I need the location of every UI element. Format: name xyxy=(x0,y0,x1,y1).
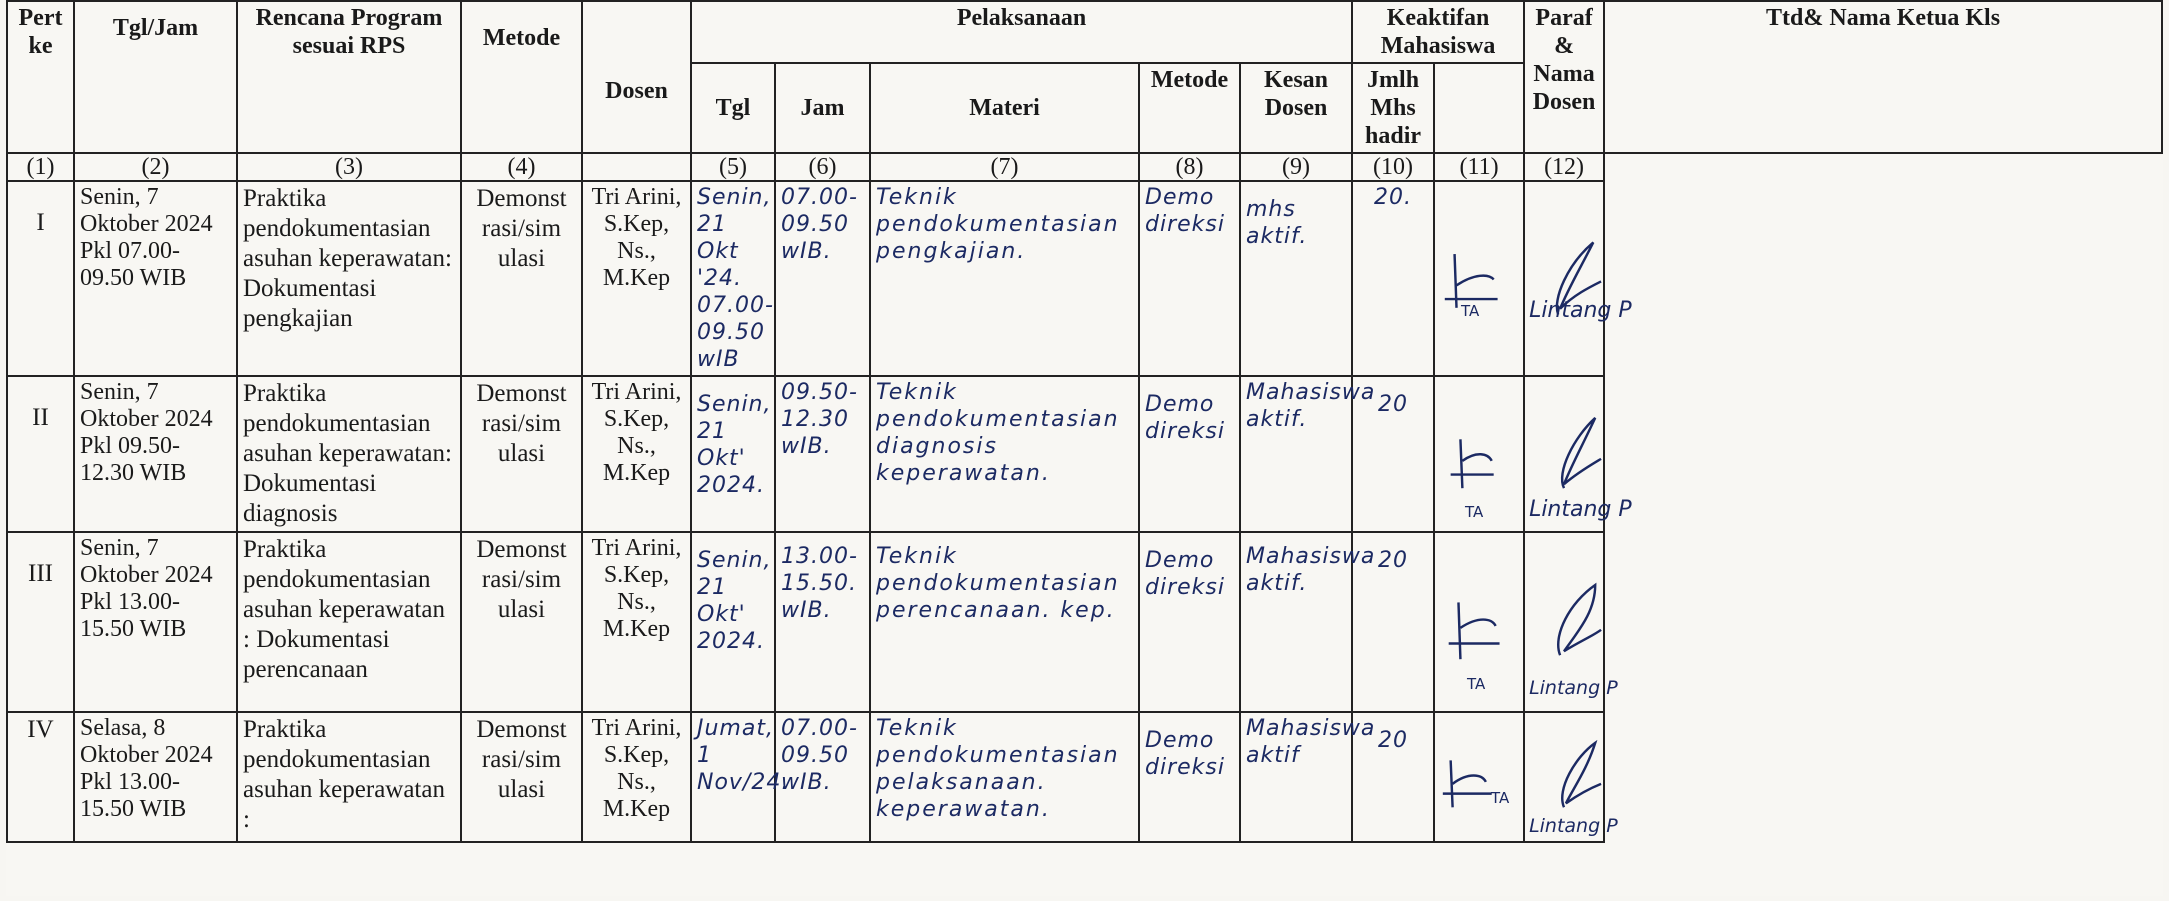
class-leader-signature xyxy=(1525,182,1603,375)
lecturer-initial: TA xyxy=(1467,675,1486,693)
header-metode-pelaksanaan: Metode xyxy=(1139,63,1240,153)
pert-cell: I xyxy=(7,181,74,376)
jam-handwritten-cell: 07.00-09.50 wIB. xyxy=(775,712,870,842)
metode-cell: Demonst rasi/sim ulasi xyxy=(461,376,582,532)
tgl-handwritten-cell: Senin, 21 Okt' 2024. xyxy=(691,532,775,712)
jam-handwritten-cell: 13.00-15.50. wIB. xyxy=(775,532,870,712)
pert-cell: II xyxy=(7,376,74,532)
paraf-cell xyxy=(1434,532,1524,712)
header-metode: Metode xyxy=(461,1,582,153)
header-jam: Jam xyxy=(775,63,870,153)
tgl-handwritten-cell: Senin, 21 Okt '24. 07.00-09.50 wIB xyxy=(691,181,775,376)
lecturer-initial: TA xyxy=(1461,302,1480,320)
hadir-handwritten-cell: 20. xyxy=(1352,181,1434,376)
jam-handwritten-cell: 07.00-09.50 wIB. xyxy=(775,181,870,376)
jam-handwritten-cell: 09.50-12.30 wIB. xyxy=(775,376,870,532)
class-leader-name: Lintang P xyxy=(1529,298,1632,323)
col-number: (6) xyxy=(775,153,870,181)
col-number xyxy=(582,153,691,181)
ketua-cell xyxy=(1524,376,1632,532)
header-dosen: Dosen xyxy=(582,1,691,153)
header-rencana-program: Rencana Program sesuai RPS xyxy=(237,1,461,153)
header-kesan-dosen: Kesan Dosen xyxy=(1240,63,1352,153)
tgl-handwritten-cell: Jumat, 1 Nov/24. xyxy=(691,712,775,842)
tgl-jam-cell: Senin, 7 Oktober 2024 Pkl 09.50-12.30 WIB xyxy=(74,376,237,532)
kesan-handwritten-cell: Mahasiswa aktif. xyxy=(1240,532,1352,712)
rencana-cell: Praktika pendokumentasian asuhan keperawatan: Dokumentasi diagnosis xyxy=(237,376,461,532)
metode-handwritten-cell: Demo direksi xyxy=(1139,712,1240,842)
dosen-cell: Tri Arini, S.Kep, Ns., M.Kep xyxy=(582,532,691,712)
col-number: (7) xyxy=(870,153,1139,181)
table-row xyxy=(7,712,2162,842)
header-pelaksanaan: Pelaksanaan xyxy=(691,1,1352,63)
lecturer-signature xyxy=(1435,182,1523,375)
lecturer-signature xyxy=(1435,713,1523,841)
tgl-handwritten-cell: Senin, 21 Okt' 2024. xyxy=(691,376,775,532)
table-row xyxy=(7,181,2162,376)
metode-cell: Demonst rasi/sim ulasi xyxy=(461,532,582,712)
header-materi: Materi xyxy=(870,63,1139,153)
col-number: (9) xyxy=(1240,153,1352,181)
header-tgl: Tgl xyxy=(691,63,775,153)
column-number-row xyxy=(7,153,2162,181)
col-number: (8) xyxy=(1139,153,1240,181)
tgl-jam-cell: Senin, 7 Oktober 2024 Pkl 07.00-09.50 WIB xyxy=(74,181,237,376)
lecture-log-table xyxy=(6,0,2163,843)
materi-handwritten-cell: Teknik pendokumentasian pelaksanaan. keperawatan. xyxy=(870,712,1139,842)
dosen-cell: Tri Arini, S.Kep, Ns., M.Kep xyxy=(582,181,691,376)
rencana-cell: Praktika pendokumentasian asuhan keperawatan: Dokumentasi pengkajian xyxy=(237,181,461,376)
kesan-handwritten-cell: Mahasiswa aktif. xyxy=(1240,376,1352,532)
pert-cell: IV xyxy=(7,712,74,842)
ketua-cell xyxy=(1524,181,1632,376)
col-number: (10) xyxy=(1352,153,1434,181)
col-number: (12) xyxy=(1524,153,1604,181)
header-keaktifan-mahasiswa: Keaktifan Mahasiswa xyxy=(1352,1,1524,63)
paraf-cell xyxy=(1434,376,1524,532)
metode-handwritten-cell: Demo direksi xyxy=(1139,181,1240,376)
metode-cell: Demonst rasi/sim ulasi xyxy=(461,712,582,842)
materi-handwritten-cell: Teknik pendokumentasian pengkajian. xyxy=(870,181,1139,376)
class-leader-name: Lintang P xyxy=(1529,677,1618,699)
col-number: (3) xyxy=(237,153,461,181)
rencana-cell: Praktika pendokumentasian asuhan keperawatan : xyxy=(237,712,461,842)
header-paraf-nama-dosen: Paraf & Nama Dosen xyxy=(1524,1,1604,153)
col-number: (2) xyxy=(74,153,237,181)
kesan-handwritten-cell: Mahasiswa aktif xyxy=(1240,712,1352,842)
col-number: (11) xyxy=(1434,153,1524,181)
lecturer-initial: TA xyxy=(1491,789,1510,807)
attendance-sheet xyxy=(6,0,2163,896)
col-number: (1) xyxy=(7,153,74,181)
table-row xyxy=(7,532,2162,712)
ketua-cell xyxy=(1524,712,1618,842)
class-leader-name: Lintang P xyxy=(1529,497,1632,522)
pert-cell: III xyxy=(7,532,74,712)
rencana-cell: Praktika pendokumentasian asuhan keperawatan : Dokumentasi perencanaan xyxy=(237,532,461,712)
header-pert-ke: Pert ke xyxy=(7,1,74,153)
metode-cell: Demonst rasi/sim ulasi xyxy=(461,181,582,376)
tgl-jam-cell: Selasa, 8 Oktober 2024 Pkl 13.00-15.50 WIB xyxy=(74,712,237,842)
materi-handwritten-cell: Teknik pendokumentasian perencanaan. kep. xyxy=(870,532,1139,712)
metode-handwritten-cell: Demo direksi xyxy=(1139,532,1240,712)
hadir-handwritten-cell: 20 xyxy=(1352,376,1434,532)
col-number: (4) xyxy=(461,153,582,181)
header-ttd-nama-ketua: Ttd& Nama Ketua Kls xyxy=(1604,1,2162,153)
header-tgl-jam: Tgl/Jam xyxy=(74,1,237,153)
table-row xyxy=(7,376,2162,532)
header-jumlah-hadir: Jmlh Mhs hadir xyxy=(1352,63,1434,153)
kesan-handwritten-cell: mhs aktif. xyxy=(1240,181,1352,376)
metode-handwritten-cell: Demo direksi xyxy=(1139,376,1240,532)
ketua-cell xyxy=(1524,532,1618,712)
hadir-handwritten-cell: 20 xyxy=(1352,532,1434,712)
dosen-cell: Tri Arini, S.Kep, Ns., M.Kep xyxy=(582,376,691,532)
class-leader-name: Lintang P xyxy=(1529,815,1618,837)
paraf-cell xyxy=(1434,712,1524,842)
col-number: (5) xyxy=(691,153,775,181)
lecturer-initial: TA xyxy=(1465,503,1484,521)
materi-handwritten-cell: Teknik pendokumentasian diagnosis keperawatan. xyxy=(870,376,1139,532)
hadir-handwritten-cell: 20 xyxy=(1352,712,1434,842)
dosen-cell: Tri Arini, S.Kep, Ns., M.Kep xyxy=(582,712,691,842)
paraf-cell xyxy=(1434,181,1524,376)
tgl-jam-cell: Senin, 7 Oktober 2024 Pkl 13.00-15.50 WIB xyxy=(74,532,237,712)
